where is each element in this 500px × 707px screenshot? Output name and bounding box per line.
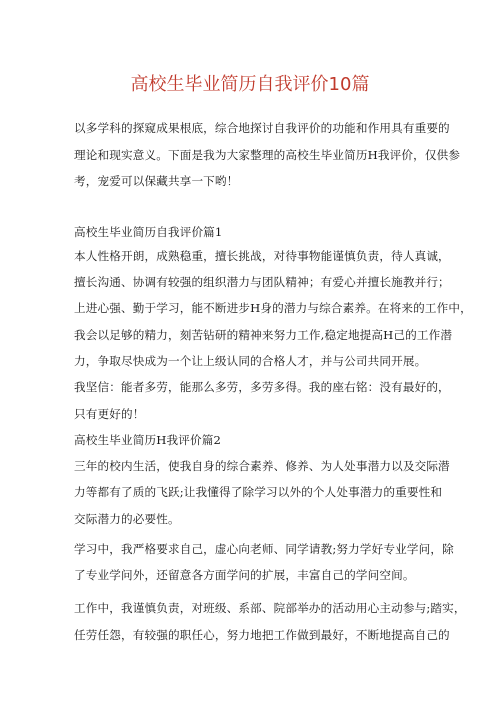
section1-para2-line: 我坚信：能者多劳，能那么多劳，多劳多得。我的座右铭：没有最好的， — [74, 380, 450, 394]
section1-para1-line: 擅长沟通、协调有较强的组织潜力与团队精神；有爱心并擅长施教并行； — [74, 275, 450, 289]
intro-line: 理论和现实意义。下面是我为大家整理的高校生毕业简历H我评价，仅供参 — [74, 148, 461, 162]
section2-para2-line: 学习中，我严格要求自己，虚心向老师、同学请教;努力学好专业学问，除 — [74, 542, 454, 556]
section1-para1-line: 本人性格开朗，成熟稳重，擅长挑战，对待事物能谨慎负责，待人真诚， — [74, 249, 450, 263]
document-title: 高校生毕业简历自我评价10篇 — [130, 74, 370, 95]
intro-line: 以多学科的探窥成果根底，综合地探讨自我评价的功能和作用具有重要的 — [74, 121, 450, 135]
section2-para1-line: 力等都有了质的飞跃;让我懂得了除学习以外的个人处事潜力的重要性和 — [74, 485, 443, 499]
section1-para1-line: 我会以足够的精力，刻苦钻研的精神来努力工作,稳定地提高H己的工作潜 — [74, 328, 453, 342]
intro-line: 考，宠爱可以保藏共享一下哟！ — [74, 174, 239, 188]
section2-para3-line: 任劳任怨，有较强的职任心，努力地把工作做到最好，不断地提高自己的 — [74, 628, 450, 642]
section2-heading: 高校生毕业简历H我评价篇2 — [74, 433, 221, 447]
section2-para3-line: 工作中，我谨慎负责，对班级、系部、院部举办的活动用心主动参与;踏实， — [74, 601, 466, 615]
section2-para1-line: 交际潜力的必要性。 — [74, 512, 180, 526]
section2-para1-line: 三年的校内生活，使我自身的综合素养、修养、为人处事潜力以及交际潜 — [74, 459, 450, 473]
section1-para1-line: 上进心强、勤于学习，能不断进步H身的潜力与综合素养。在将来的工作中， — [74, 301, 472, 315]
section1-para1-line: 力，争取尽快成为一个让上级认同的合格人才，并与公司共同开展。 — [74, 354, 427, 368]
section1-para2-line: 只有更好的！ — [74, 407, 145, 421]
section2-para2-line: 了专业学问外，还留意各方面学问的扩展，丰富自己的学问空间。 — [74, 568, 415, 582]
section1-heading: 高校生毕业简历自我评价篇1 — [74, 225, 223, 239]
